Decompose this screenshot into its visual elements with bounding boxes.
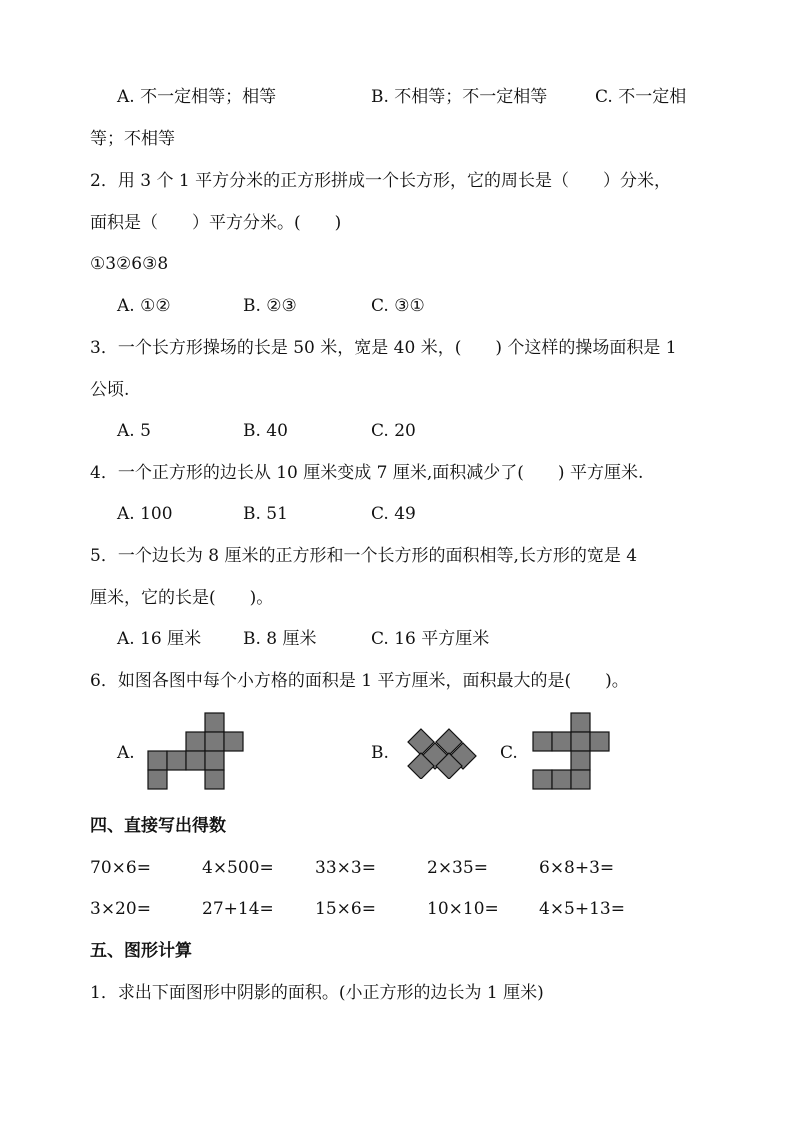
- grid-tile: [571, 732, 590, 751]
- grid-tile: [186, 732, 205, 751]
- grid-tile: [533, 770, 552, 789]
- q2-text-line2: 面积是（ ）平方分米。( ): [90, 213, 342, 233]
- q5-option-c: C. 16 平方厘米: [371, 629, 490, 649]
- grid-tile: [205, 713, 224, 732]
- q6-figure-b: [406, 727, 480, 779]
- q4-option-b: B. 51: [243, 504, 288, 524]
- grid-tile: [552, 770, 571, 789]
- calc-r2-3: 15×6=: [315, 899, 376, 919]
- q2-choices-line: ①3②6③8: [90, 254, 169, 274]
- calc-r2-1: 3×20=: [90, 899, 151, 919]
- figure-c-tiles: [533, 713, 609, 789]
- q6-label-b: B.: [371, 743, 389, 763]
- q1-option-c-continued: 等；不相等: [90, 129, 175, 149]
- calc-r2-2: 27+14=: [202, 899, 274, 919]
- q5-text-line1: 5．一个边长为 8 厘米的正方形和一个长方形的面积相等,长方形的宽是 4: [90, 546, 638, 566]
- grid-tile: [552, 732, 571, 751]
- q3-option-c: C. 20: [371, 421, 416, 441]
- figure-a-tiles: [148, 713, 243, 789]
- grid-tile: [205, 770, 224, 789]
- figure-b-tiles: [408, 729, 476, 779]
- q3-option-b: B. 40: [243, 421, 288, 441]
- q2-text-line1: 2．用 3 个 1 平方分米的正方形拼成一个长方形，它的周长是（ ）分米，: [90, 171, 672, 191]
- grid-tile: [590, 732, 609, 751]
- q4-option-a: A. 100: [117, 504, 173, 524]
- calc-r1-4: 2×35=: [427, 858, 488, 878]
- q6-figure-a: [146, 711, 246, 791]
- q1-option-b: B. 不相等；不一定相等: [371, 87, 548, 107]
- q4-text-line1: 4．一个正方形的边长从 10 厘米变成 7 厘米,面积减少了( ) 平方厘米.: [90, 463, 644, 483]
- q6-figure-c: [531, 711, 613, 791]
- q3-text-line2: 公顷.: [90, 380, 130, 400]
- grid-tile: [205, 732, 224, 751]
- q5-option-a: A. 16 厘米: [117, 629, 202, 649]
- grid-tile: [186, 751, 205, 770]
- q6-label-a: A.: [117, 743, 135, 763]
- q1-option-a: A. 不一定相等；相等: [117, 87, 277, 107]
- q2-option-a: A. ①②: [117, 296, 171, 316]
- calc-r1-3: 33×3=: [315, 858, 376, 878]
- grid-tile: [571, 770, 590, 789]
- grid-tile: [571, 713, 590, 732]
- section5-title: 五、图形计算: [90, 941, 192, 961]
- q2-option-c: C. ③①: [371, 296, 425, 316]
- q6-label-c: C.: [500, 743, 518, 763]
- calc-r2-4: 10×10=: [427, 899, 499, 919]
- calc-r2-5: 4×5+13=: [539, 899, 625, 919]
- grid-tile: [148, 770, 167, 789]
- section5-q1-text: 1．求出下面图形中阴影的面积。(小正方形的边长为 1 厘米): [90, 983, 544, 1003]
- q3-option-a: A. 5: [117, 421, 151, 441]
- calc-r1-2: 4×500=: [202, 858, 274, 878]
- q5-option-b: B. 8 厘米: [243, 629, 317, 649]
- grid-tile: [148, 751, 167, 770]
- grid-tile: [533, 732, 552, 751]
- q2-option-b: B. ②③: [243, 296, 297, 316]
- q4-option-c: C. 49: [371, 504, 416, 524]
- section4-title: 四、直接写出得数: [90, 816, 226, 836]
- calc-r1-5: 6×8+3=: [539, 858, 615, 878]
- q1-option-c: C. 不一定相: [595, 87, 687, 107]
- grid-tile: [167, 751, 186, 770]
- grid-tile: [205, 751, 224, 770]
- q6-text-line1: 6．如图各图中每个小方格的面积是 1 平方厘米，面积最大的是( )。: [90, 671, 629, 691]
- q5-text-line2: 厘米，它的长是( )。: [90, 588, 274, 608]
- grid-tile: [224, 732, 243, 751]
- q3-text-line1: 3．一个长方形操场的长是 50 米，宽是 40 米，( ) 个这样的操场面积是 1: [90, 338, 677, 358]
- grid-tile: [571, 751, 590, 770]
- calc-r1-1: 70×6=: [90, 858, 151, 878]
